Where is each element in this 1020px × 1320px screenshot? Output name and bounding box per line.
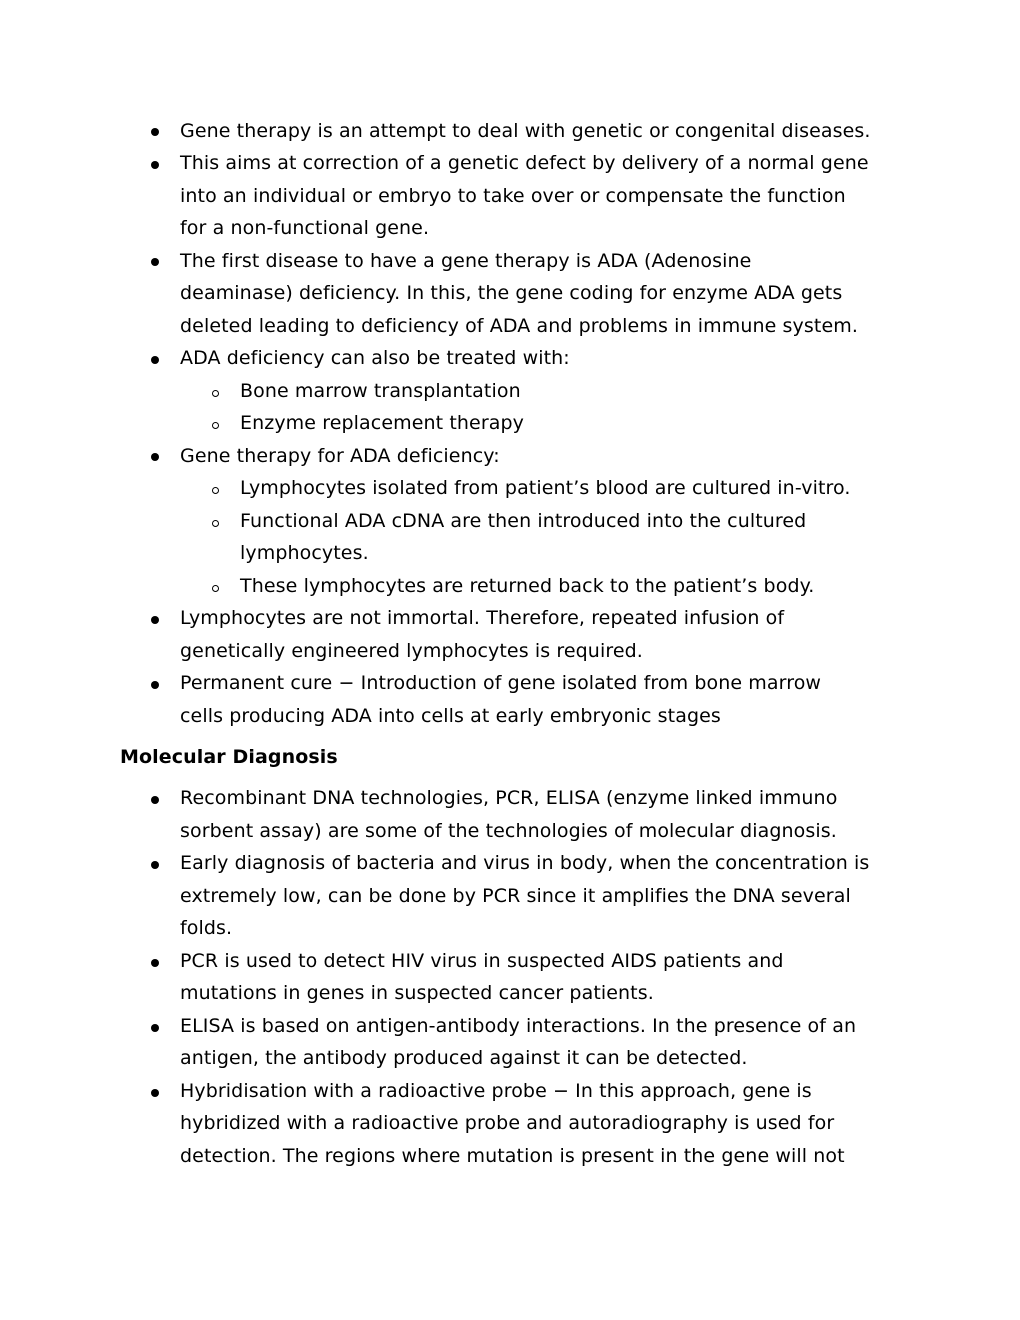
bullet-icon [151, 1089, 159, 1097]
sub-list-item-text: lymphocytes. [240, 542, 369, 564]
bullet-icon [151, 1024, 159, 1032]
list-item-text: antigen, the antibody produced against it can be detected. [180, 1047, 748, 1069]
list-item-text: The first disease to have a gene therapy is ADA (Adenosine [180, 250, 752, 272]
bullet-icon [151, 796, 159, 804]
list-item-text: sorbent assay) are some of the technologies of molecular diagnosis. [180, 820, 837, 842]
sub-bullet-icon [212, 390, 219, 397]
list-item-text: Permanent cure − Introduction of gene isolated from bone marrow [180, 672, 822, 694]
bullet-icon [151, 959, 159, 967]
bullet-icon [151, 128, 159, 136]
sub-list-item-text: Bone marrow transplantation [240, 380, 521, 402]
list-item-text: for a non-functional gene. [180, 217, 430, 239]
list-item-text: ADA deficiency can also be treated with: [180, 347, 570, 369]
list-item-text: hybridized with a radioactive probe and autoradiography is used for [180, 1112, 835, 1134]
bullet-icon [151, 161, 159, 169]
sub-bullet-icon [212, 520, 219, 527]
bullet-icon [151, 861, 159, 869]
list-item-text: extremely low, can be done by PCR since it amplifies the DNA several [180, 885, 851, 907]
bullet-icon [151, 453, 159, 461]
list-item-text: Hybridisation with a radioactive probe − In this approach, gene is [180, 1080, 812, 1102]
list-item-text: cells producing ADA into cells at early embryonic stages [180, 705, 721, 727]
sub-bullet-icon [212, 487, 219, 494]
list-item-text: ELISA is based on antigen-antibody interactions. In the presence of an [180, 1015, 857, 1037]
list-item-text: into an individual or embryo to take over or compensate the function [180, 185, 846, 207]
list-item-text: Gene therapy for ADA deficiency: [180, 445, 500, 467]
sub-list-item-text: Enzyme replacement therapy [240, 412, 524, 434]
list-item-text: detection. The regions where mutation is present in the gene will not [180, 1145, 845, 1167]
list-item-text: genetically engineered lymphocytes is required. [180, 640, 643, 662]
bullet-icon [151, 356, 159, 364]
sub-bullet-icon [212, 422, 219, 429]
bullet-icon [151, 616, 159, 624]
list-item-text: deleted leading to deficiency of ADA and problems in immune system. [180, 315, 858, 337]
list-item-text: PCR is used to detect HIV virus in suspected AIDS patients and [180, 950, 784, 972]
sub-list-item-text: Lymphocytes isolated from patient’s blood are cultured in-vitro. [240, 477, 851, 499]
list-item-text: Lymphocytes are not immortal. Therefore, repeated infusion of [180, 607, 785, 629]
list-item-text: mutations in genes in suspected cancer patients. [180, 982, 654, 1004]
list-item-text: Recombinant DNA technologies, PCR, ELISA (enzyme linked immuno [180, 787, 838, 809]
sub-bullet-icon [212, 585, 219, 592]
list-item-text: deaminase) deficiency. In this, the gene coding for enzyme ADA gets [180, 282, 843, 304]
list-item-text: Gene therapy is an attempt to deal with genetic or congenital diseases. [180, 120, 871, 142]
sub-list-item-text: Functional ADA cDNA are then introduced into the cultured [240, 510, 807, 532]
list-item-text: This aims at correction of a genetic defect by delivery of a normal gene [180, 152, 869, 174]
sub-list-item-text: These lymphocytes are returned back to the patient’s body. [240, 575, 815, 597]
list-item-text: Early diagnosis of bacteria and virus in body, when the concentration is [180, 852, 870, 874]
bullet-icon [151, 258, 159, 266]
section-heading: Molecular Diagnosis [120, 746, 338, 768]
list-item-text: folds. [180, 917, 233, 939]
bullet-icon [151, 681, 159, 689]
